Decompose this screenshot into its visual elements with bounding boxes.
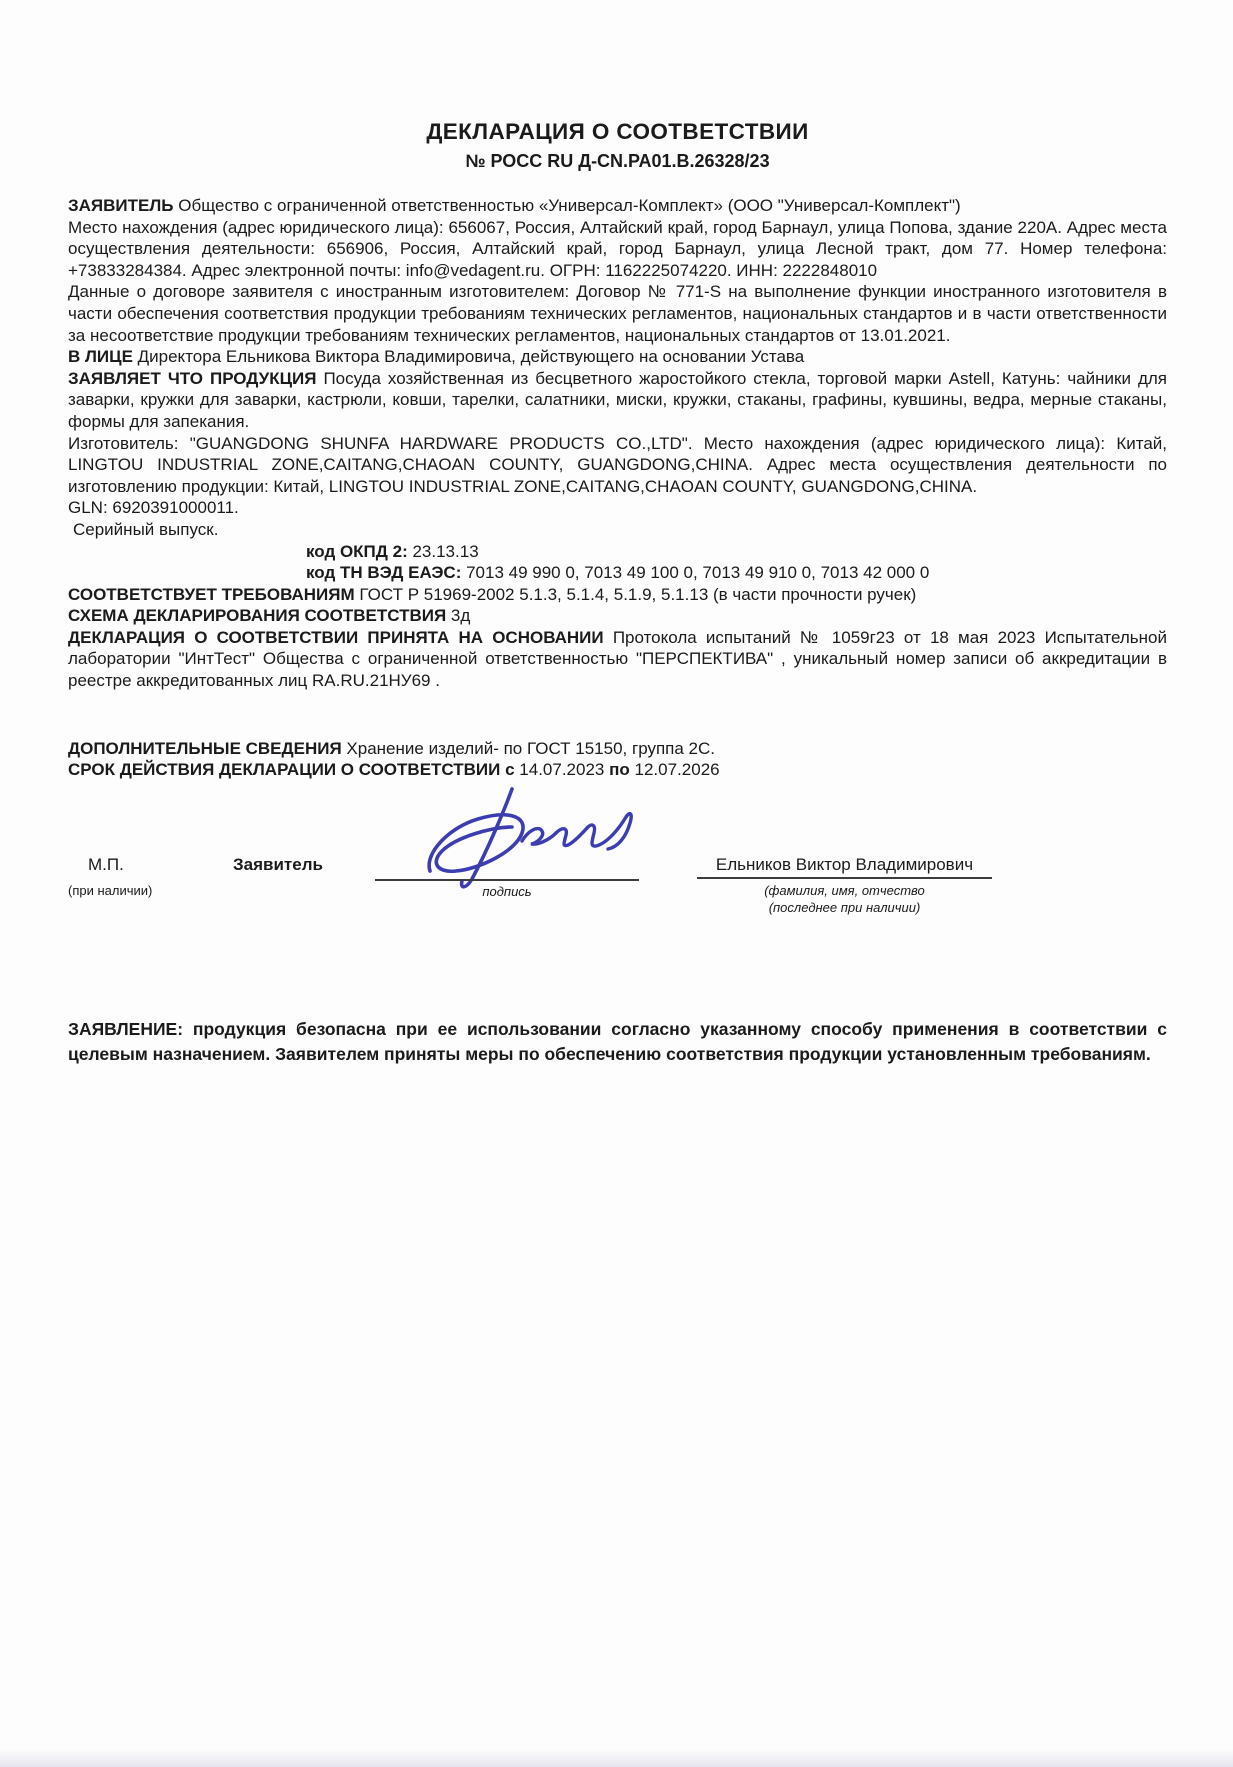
additional-text: Хранение изделий- по ГОСТ 15150, группа 2С. [346, 738, 716, 758]
statement-paragraph: ЗАЯВЛЕНИЕ: продукция безопасна при ее использовании согласно указанному способу применения в соответствии с целевым назначением. Заявителем приняты меры по обеспечению соответствия продукции установленным требованиям. [68, 1018, 1167, 1064]
tnved-line [68, 562, 1167, 584]
contract-paragraph: Данные о договоре заявителя с иностранным изготовителем: Договор № 771-S на выполнение функции иностранного изготовителя в части обеспечения соответствия продукции требованиям технических регламентов, национальных стандартов и в части ответственности за несоответствие продукции требованиям технических регламентов, национальных стандартов от 13.01.2021. [68, 282, 1167, 345]
signatory-caption-line1: (фамилия, имя, отчество [764, 882, 925, 898]
okpd-label: код ОКПД 2: [306, 541, 408, 561]
in-person-text: Директора Ельникова Виктора Владимировича, действующего на основании Устава [137, 347, 805, 367]
product-label: ЗАЯВЛЯЕТ ЧТО ПРОДУКЦИЯ [68, 368, 317, 388]
signature-line [375, 879, 639, 881]
okpd-value: 23.13.13 [412, 541, 479, 561]
gln-line: GLN: 6920391000011. [68, 498, 239, 518]
basis-text: Протокола испытаний № 1059г23 от 18 мая 2023 Испытательной лаборатории "ИнтТест" Общества с ограниченной ответственностью "ПЕРСПЕКТИВА" , уникальный номер записи об аккредитации в реестре аккредитованных лиц RA.RU.21НУ69 . [68, 627, 1167, 691]
complies-label: СООТВЕТСТВУЕТ ТРЕБОВАНИЯМ [68, 584, 355, 604]
document-title: ДЕКЛАРАЦИЯ О СООТВЕТСТВИИ [426, 119, 809, 144]
stamp-note: (при наличии) [68, 882, 153, 898]
tnved-value: 7013 49 990 0, 7013 49 100 0, 7013 49 910 0, 7013 42 000 0 [466, 563, 930, 583]
signatory-column [697, 817, 992, 916]
validity-to-label: по [609, 760, 630, 780]
scheme-value: 3д [450, 606, 471, 626]
product-text: Посуда хозяйственная из бесцветного жаростойкого стекла, торговой марки Astell, Катунь: чайники для заварки, кружки для заварки, кастрюли, ковши, тарелки, салатники, миски, кружки, стаканы, графины, кувшины, ведра, мерные стаканы, формы для запекания. [68, 368, 1167, 431]
product-paragraph [68, 368, 1167, 433]
signature-block [68, 817, 1167, 957]
scan-bottom-edge-artifact [0, 1749, 1233, 1767]
signatory-name-line [697, 877, 992, 879]
in-person-paragraph [68, 346, 1167, 368]
stamp-label: М.П. [88, 854, 124, 874]
complies-text: ГОСТ Р 51969-2002 5.1.3, 5.1.4, 5.1.9, 5.1.13 (в части прочности ручек) [359, 584, 917, 604]
serial-line: Серийный выпуск. [73, 519, 219, 539]
validity-to: 12.07.2026 [634, 760, 720, 780]
signatory-caption-line2: (последнее при наличии) [768, 899, 921, 915]
signatory-name: Ельников Виктор Владимирович [715, 854, 974, 874]
complies-line [68, 584, 1167, 606]
additional-label: ДОПОЛНИТЕЛЬНЫЕ СВЕДЕНИЯ [68, 738, 342, 758]
document-number: № РОСС RU Д-CN.РА01.В.26328/23 [465, 151, 770, 171]
applicant-text: Общество с ограниченной ответственностью «Универсал-Комплект» (ООО "Универсал-Комплект") [178, 196, 961, 215]
basis-label: ДЕКЛАРАЦИЯ О СООТВЕТСТВИИ ПРИНЯТА НА ОСНОВАНИИ [68, 627, 604, 647]
validity-from: 14.07.2023 [519, 760, 605, 780]
signature-line-column [375, 817, 639, 899]
validity-line [68, 759, 1167, 781]
document-body [68, 195, 1167, 781]
scheme-label: СХЕМА ДЕКЛАРИРОВАНИЯ СООТВЕТСТВИЯ [68, 606, 447, 626]
tnved-label: код ТН ВЭД ЕАЭС: [306, 563, 462, 583]
applicant-label: ЗАЯВИТЕЛЬ [68, 196, 174, 215]
manufacturer-paragraph: Изготовитель: "GUANGDONG SHUNFA HARDWARE PRODUCTS CO.,LTD". Место нахождения (адрес юридического лица): Китай, LINGTOU INDUSTRIAL ZONE,CAITANG,CHAOAN COUNTY, GUANGDONG,CHINA. Адрес места осуществления деятельности по изготовлению продукции: Китай, LINGTOU INDUSTRIAL ZONE,CAITANG,CHAOAN COUNTY, GUANGDONG,CHINA. [68, 433, 1167, 496]
okpd-line [68, 541, 1167, 563]
document-content [68, 118, 1167, 1084]
scheme-line [68, 605, 1167, 627]
signature-caption: подпись [482, 883, 532, 899]
validity-label: СРОК ДЕЙСТВИЯ ДЕКЛАРАЦИИ О СООТВЕТСТВИИ с [68, 760, 515, 780]
applicant-paragraph [68, 195, 1167, 217]
signature-applicant-label: Заявитель [233, 854, 323, 874]
basis-paragraph [68, 627, 1167, 692]
signatory-caption [697, 882, 992, 916]
additional-line [68, 738, 1167, 760]
in-person-label: В ЛИЦЕ [68, 347, 133, 367]
location-paragraph: Место нахождения (адрес юридического лица): 656067, Россия, Алтайский край, город Барнаул, улица Попова, здание 220А. Адрес места осуществления деятельности: 656906, Россия, Алтайский край, город Барнаул, улица Лесной тракт, дом 77. Номер телефона: +73833284384. Адрес электронной почты: info@vedagent.ru. ОГРН: 1162225074220. ИНН: 2222848010 [68, 217, 1167, 280]
